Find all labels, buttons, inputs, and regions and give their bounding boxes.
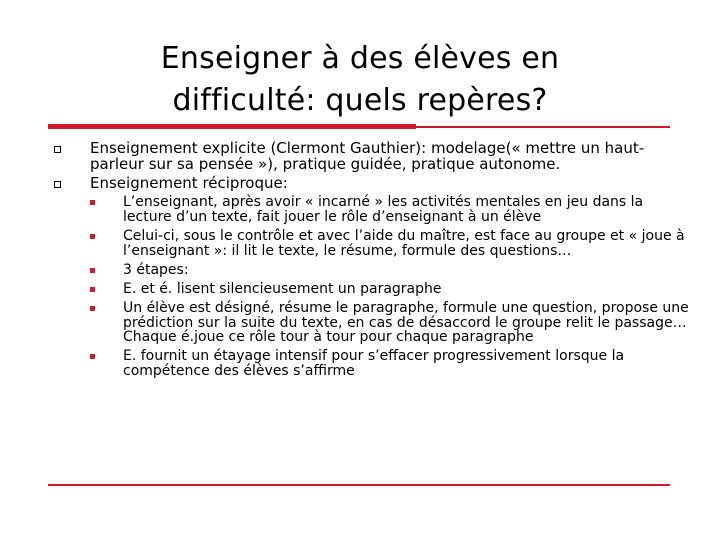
filled-square-bullet-icon — [90, 306, 95, 311]
slide-title-line-2: difficulté: quels repères? — [172, 83, 548, 118]
bullet-explicit-teaching — [50, 141, 690, 173]
sub-bullet-text: E. et é. lisent silencieusement un paragraphe — [123, 280, 442, 297]
hollow-square-bullet-icon — [54, 181, 61, 188]
slide-body — [50, 141, 690, 383]
bottom-divider — [48, 484, 670, 486]
hollow-square-bullet-icon — [54, 146, 61, 153]
sub-bullet-text: L’enseignant, après avoir « incarné » les activités mentales en jeu dans la lecture d’un texte, fait jouer le rôle d’enseignant à un élève — [123, 194, 644, 225]
title-underline-thick — [48, 124, 416, 129]
filled-square-bullet-icon — [90, 200, 95, 205]
sub-bullet-item — [50, 263, 690, 278]
sub-bullet-item — [50, 195, 690, 224]
bullet-text: Enseignement réciproque: — [90, 173, 288, 192]
sub-bullet-item — [50, 349, 690, 378]
filled-square-bullet-icon — [90, 268, 95, 273]
sub-bullet-text: Un élève est désigné, résume le paragraphe, formule une question, propose une prédiction sur la suite du texte, en cas de désaccord le groupe relit le passage… Chaque é.joue ce rôle tour à tour pour chaque paragraphe — [123, 299, 689, 346]
filled-square-bullet-icon — [90, 287, 95, 292]
bullet-reciprocal-teaching — [50, 173, 690, 192]
sub-bullet-item — [50, 301, 690, 345]
bullet-text: Enseignement explicite (Clermont Gauthier): modelage(« mettre un haut- parleur sur sa pensée »), pratique guidée, pratique autonome. — [90, 139, 645, 173]
filled-square-bullet-icon — [90, 354, 95, 359]
sub-bullet-list — [50, 195, 690, 378]
filled-square-bullet-icon — [90, 234, 95, 239]
sub-bullet-item — [50, 282, 690, 297]
title-underline-thin — [416, 126, 670, 128]
sub-bullet-text: Celui-ci, sous le contrôle et avec l’aide du maître, est face au groupe et « joue à l’enseignant »: il lit le texte, le résume, formule des questions… — [123, 228, 685, 259]
sub-bullet-item — [50, 229, 690, 258]
slide-title-line-1: Enseigner à des élèves en — [160, 41, 560, 76]
slide-title — [60, 38, 660, 122]
sub-bullet-text: E. fournit un étayage intensif pour s’effacer progressivement lorsque la compétence des élèves s’affirme — [123, 348, 625, 379]
sub-bullet-text: 3 étapes: — [123, 261, 189, 278]
